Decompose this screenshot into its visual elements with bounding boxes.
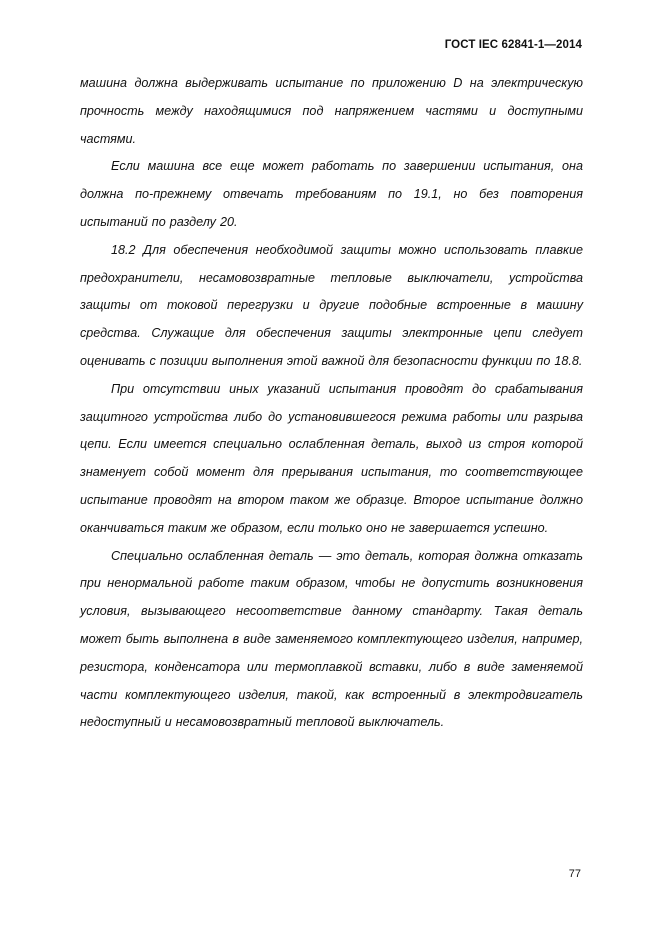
document-code-header: ГОСТ IEC 62841-1—2014: [444, 39, 582, 51]
page-number: 77: [568, 868, 581, 880]
paragraph-continuation: машина должна выдерживать испытание по приложению D на электрическую прочность между находящимися под напряжением частями и доступными частями.: [80, 76, 583, 146]
document-body: [80, 70, 583, 737]
paragraph: Если машина все еще может работать по завершении испытания, она должна по-прежнему отвечать требованиям по 19.1, но без повторения испытаний по разделу 20.: [80, 159, 583, 229]
paragraph-clause-18-2: 18.2 Для обеспечения необходимой защиты можно использовать плавкие предохранители, несамовозвратные тепловые выключатели, устройства защиты от токовой перегрузки и другие подобные встроенные в машину средства. Служащие для обеспечения защиты электронные цепи следует оценивать с позиции выполнения этой важной для безопасности функции по 18.8.: [80, 242, 583, 368]
paragraph: При отсутствии иных указаний испытания проводят до срабатывания защитного устройства либо до установившегося режима работы или разрыва цепи. Если имеется специально ослабленная деталь, выход из строя которой знаменует собой момент для прерывания испытания, то соответствующее испытание проводят на втором таком же образце. Второе испытание должно оканчиваться таким же образом, если только оно не завершается успешно.: [80, 381, 583, 535]
paragraph: Специально ослабленная деталь — это деталь, которая должна отказать при ненормальной работе таким образом, чтобы не допустить возникновения условия, вызывающего несоответствие данному стандарту. Такая деталь может быть выполнена в виде заменяемого комплектующего изделия, например, резистора, конденсатора или термоплавкой вставки, либо в виде заменяемой части комплектующего изделия, такой, как встроенный в электродвигатель недоступный и несамовозвратный тепловой выключатель.: [80, 548, 583, 730]
